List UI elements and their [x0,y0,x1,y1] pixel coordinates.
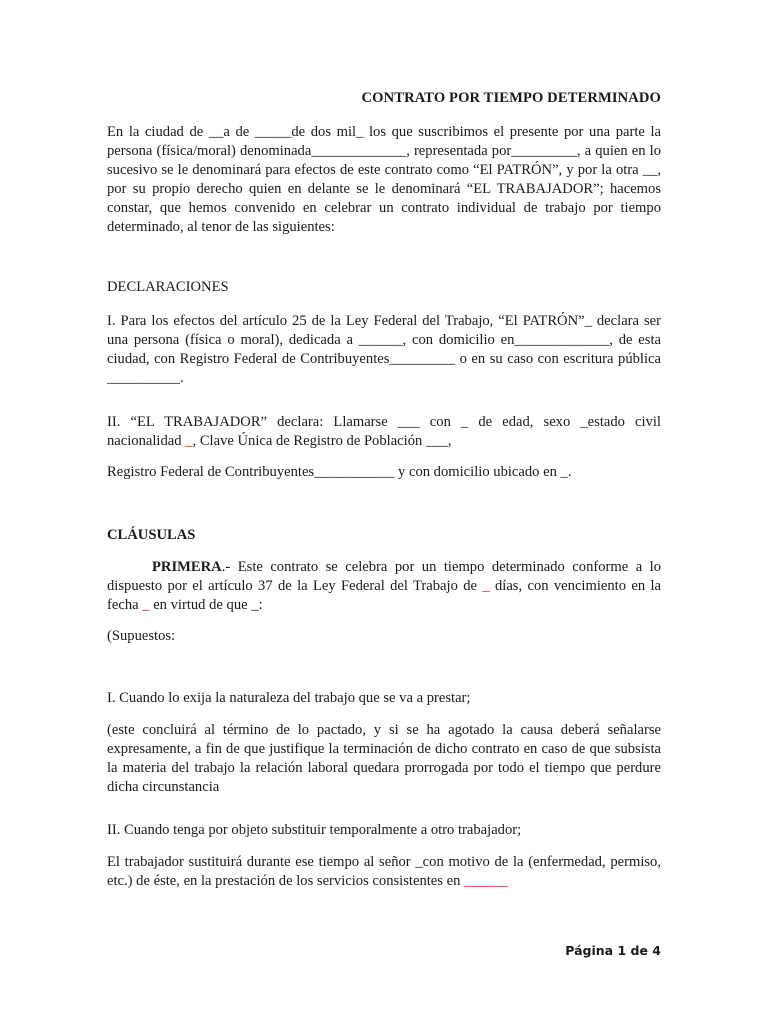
supuestos-label: (Supuestos: [107,628,176,644]
supuesto-2: II. Cuando tenga por objeto substituir temporalmente a otro trabajador; [107,822,522,838]
clause-primera-text-1: .- Este contrato se celebra por un tiempo determinado conforme a lo dispuesto por el artículo 37 de la Ley Federal del Trabajo de [107,559,661,594]
clause-primera-text-2: días, con vencimiento en la fecha [107,578,661,613]
clausulas-heading: CLÁUSULAS [107,527,196,543]
clause-primera [107,558,661,615]
declaraciones-heading: DECLARACIONES [107,279,229,295]
supuesto-1-detail: (este concluirá al término de lo pactado, y si se ha agotado la causa deberá señalarse expresamente, a fin de que justifique la terminación de dicho contrato en caso de que subsista la materia del trabajo la relación laboral quedara prorrogada por todo el tiempo que perdure dicha circunstancia [107,722,661,795]
declaration-1: I. Para los efectos del artículo 25 de la Ley Federal del Trabajo, “El PATRÓN”_ declara ser una persona (física o moral), dedicada a ______, con domicilio en_____________, de esta ciudad, con Registro Federal de Contribuyentes_________ o en su caso con escritura pública __________. [107,313,661,386]
document-title: CONTRATO POR TIEMPO DETERMINADO [361,90,661,106]
declaration-2-text: II. “EL TRABAJADOR” declara: Llamarse ___ con _ de edad, sexo _estado civil nacionalidad [107,414,661,449]
declaration-2-blank: _ [185,433,193,449]
declaration-3: Registro Federal de Contribuyentes___________ y con domicilio ubicado en _. [107,464,572,480]
clause-primera-days-blank: _ [482,578,490,594]
page-number [565,943,661,958]
supuesto-1: I. Cuando lo exija la naturaleza del trabajo que se va a prestar; [107,690,471,706]
page-of: de [626,943,653,958]
page-current: 1 [617,943,627,958]
page-word: Página [565,943,618,958]
clause-primera-text-3: en virtud de que _: [149,597,263,613]
intro-paragraph: En la ciudad de __a de _____de dos mil_ los que suscribimos el presente por una parte la persona (física/moral) denominada_____________, representada por_________, a quien en lo sucesivo se le denominará para efectos de este contrato como “El PATRÓN”, y por la otra __, por su propio derecho quien en delante se le denominará “EL TRABAJADOR”; hacemos constar, que hemos convenido en celebrar un contrato individual de trabajo por tiempo determinado, al tenor de las siguientes: [107,124,661,235]
supuesto-2-blank: ______ [464,873,508,889]
declaration-2 [107,413,661,451]
page-total: 4 [652,943,661,958]
clause-primera-label: PRIMERA [152,559,222,575]
declaration-2-curp: , Clave Única de Registro de Población ___, [192,433,452,449]
supuesto-2-detail [107,853,661,891]
supuesto-2-detail-text: El trabajador sustituirá durante ese tiempo al señor _con motivo de la (enfermedad, permiso, etc.) de éste, en la prestación de los servicios consistentes en [107,854,661,889]
clause-primera-date-blank: _ [142,597,150,613]
